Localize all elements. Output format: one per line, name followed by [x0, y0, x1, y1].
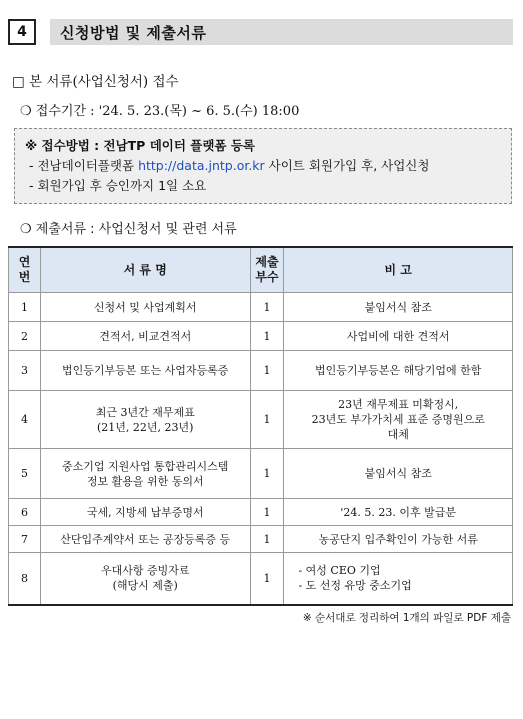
table-row: 5 중소기업 지원사업 통합관리시스템 정보 활용을 위한 동의서 1 붙임서식 참조 — [9, 449, 513, 499]
table-row: 2 견적서, 비교견적서 1 사업비에 대한 견적서 — [9, 322, 513, 351]
platform-text-suffix: 사이트 회원가입 후, 사업신청 — [264, 158, 430, 173]
header-no: 연번 — [9, 247, 41, 293]
header-note: 비 고 — [284, 247, 513, 293]
table-row: 8 우대사항 증빙자료 (해당시 제출) 1 - 여성 CEO 기업 - 도 선정 유망 중소기업 — [9, 553, 513, 605]
table-row: 7 산단입주계약서 또는 공장등록증 등 1 농공단지 입주확인이 가능한 서류 — [9, 526, 513, 553]
table-row: 3 법인등기부등본 또는 사업자등록증 1 법인등기부등본은 해당기업에 한함 — [9, 351, 513, 391]
table-header-row — [9, 247, 513, 293]
application-method-box — [14, 128, 512, 204]
receipt-period: ❍ 접수기간 : '24. 5. 23.(목) ~ 6. 5.(수) 18:00 — [20, 104, 300, 119]
table-row: 4 최근 3년간 재무제표 (21년, 22년, 23년) 1 23년 재무제표 미확정시, 23년도 부가가치세 표준 증명원으로 대체 — [9, 391, 513, 449]
documents-table — [8, 246, 513, 606]
application-method-line-2: - 회원가입 후 승인까지 1일 소요 — [29, 178, 207, 193]
footnote: ※ 순서대로 정리하여 1개의 파일로 PDF 제출 — [302, 612, 511, 624]
header-count: 제출 부수 — [250, 247, 284, 293]
header-name: 서 류 명 — [40, 247, 250, 293]
table-row: 1 신청서 및 사업계획서 1 붙임서식 참조 — [9, 293, 513, 322]
section-number: 4 — [8, 19, 36, 45]
documents-heading: ❍ 제출서류 : 사업신청서 및 관련 서류 — [20, 222, 237, 237]
table-row: 6 국세, 지방세 납부증명서 1 '24. 5. 23. 이후 발급분 — [9, 499, 513, 526]
application-method-title: ※ 접수방법 : 전남TP 데이터 플랫폼 등록 — [25, 138, 256, 153]
platform-text: - 전남데이터플랫폼 — [29, 158, 139, 173]
section-header — [8, 17, 513, 47]
receipt-heading: □ 본 서류(사업신청서) 접수 — [12, 74, 179, 90]
platform-url-link[interactable]: http://data.jntp.or.kr — [138, 158, 265, 173]
section-title: 신청방법 및 제출서류 — [50, 19, 513, 45]
application-method-line-1 — [25, 156, 501, 176]
